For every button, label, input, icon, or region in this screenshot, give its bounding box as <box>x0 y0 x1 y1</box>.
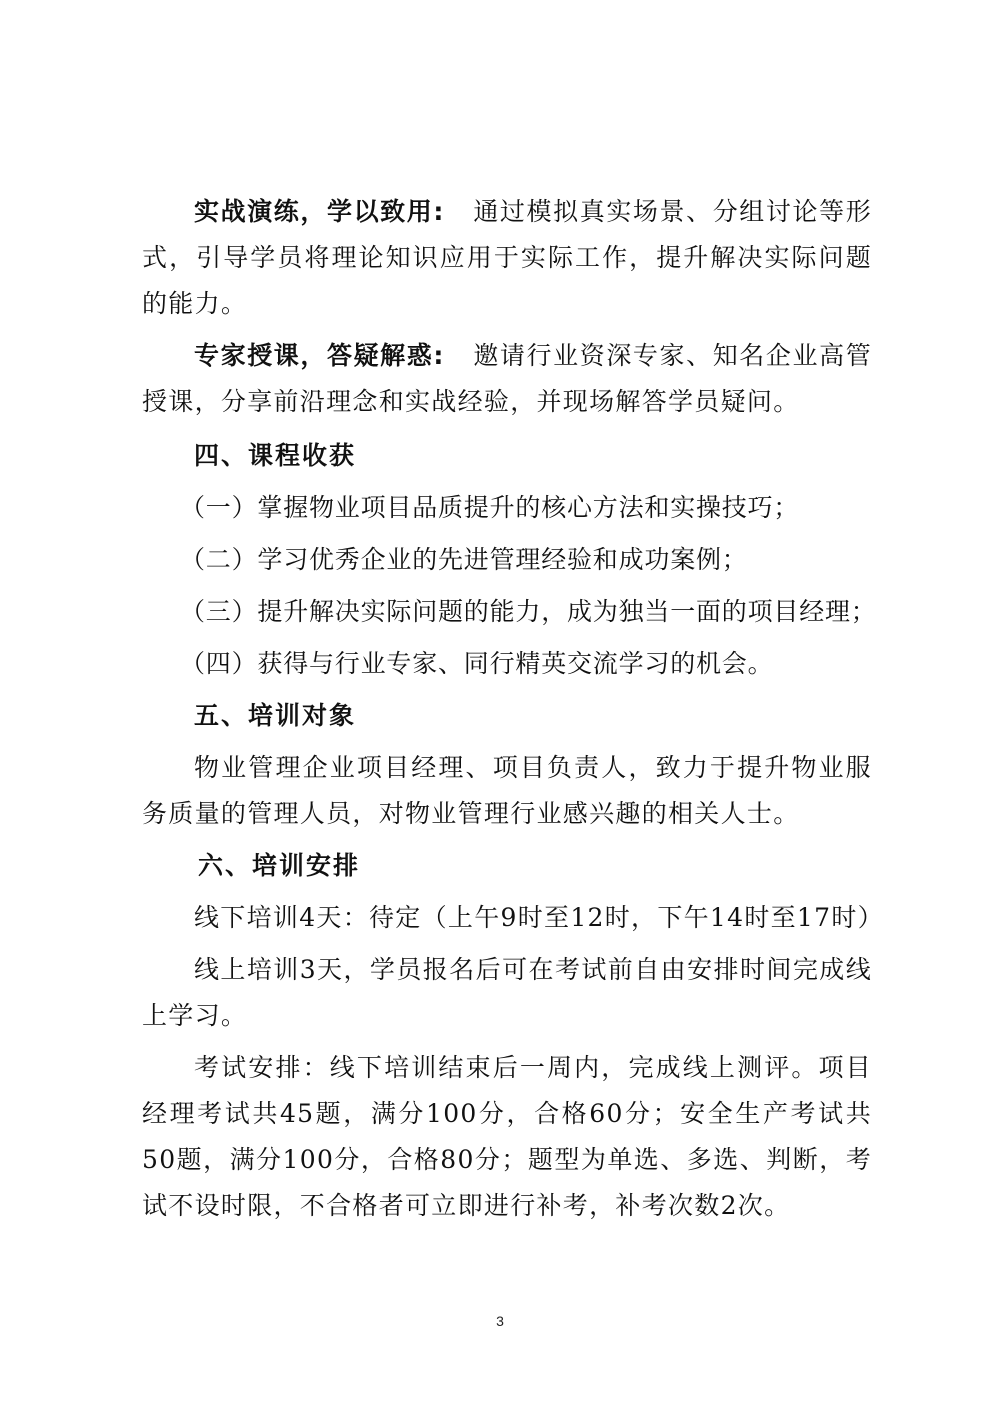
gains-item-2: （二）学习优秀企业的先进管理经验和成功案例； <box>180 545 748 574</box>
expert-paragraph <box>142 333 872 425</box>
schedule-heading: 六、培训安排 <box>198 851 361 880</box>
gains-heading: 四、课程收获 <box>194 441 357 470</box>
practice-title: 实战演练，学以致用: <box>194 197 445 226</box>
schedule-online: 线上培训3天，学员报名后可在考试前自由安排时间完成线上学习。 <box>142 955 872 1030</box>
gains-item-4: （四）获得与行业专家、同行精英交流学习的机会。 <box>180 649 774 678</box>
page-content <box>142 189 884 1229</box>
schedule-exam: 考试安排：线下培训结束后一周内，完成线上测评。项目经理考试共45题，满分100分，合格60分；安全生产考试共50题，满分100分，合格80分；题型为单选、多选、判断，考试不设时限，不合格者可立即进行补考，补考次数2次。 <box>142 1053 872 1220</box>
expert-title: 专家授课，答疑解惑: <box>194 341 445 370</box>
gains-item-3: （三）提升解决实际问题的能力，成为独当一面的项目经理； <box>180 597 877 626</box>
expert-text: 邀请行业资深专家、知名企业高管授课，分享前沿理念和实战经验，并现场解答学员疑问。 <box>142 341 872 416</box>
practice-paragraph <box>142 189 872 327</box>
gains-item-1: （一）掌握物业项目品质提升的核心方法和实操技巧； <box>180 493 800 522</box>
audience-heading: 五、培训对象 <box>194 701 357 730</box>
practice-text: 通过模拟真实场景、分组讨论等形式，引导学员将理论知识应用于实际工作，提升解决实际问题的能力。 <box>142 197 872 318</box>
page-number: 3 <box>496 1313 504 1329</box>
schedule-offline: 线下培训4天：待定（上午9时至12时，下午14时至17时） <box>194 903 884 932</box>
audience-text: 物业管理企业项目经理、项目负责人，致力于提升物业服务质量的管理人员，对物业管理行业感兴趣的相关人士。 <box>142 753 872 828</box>
